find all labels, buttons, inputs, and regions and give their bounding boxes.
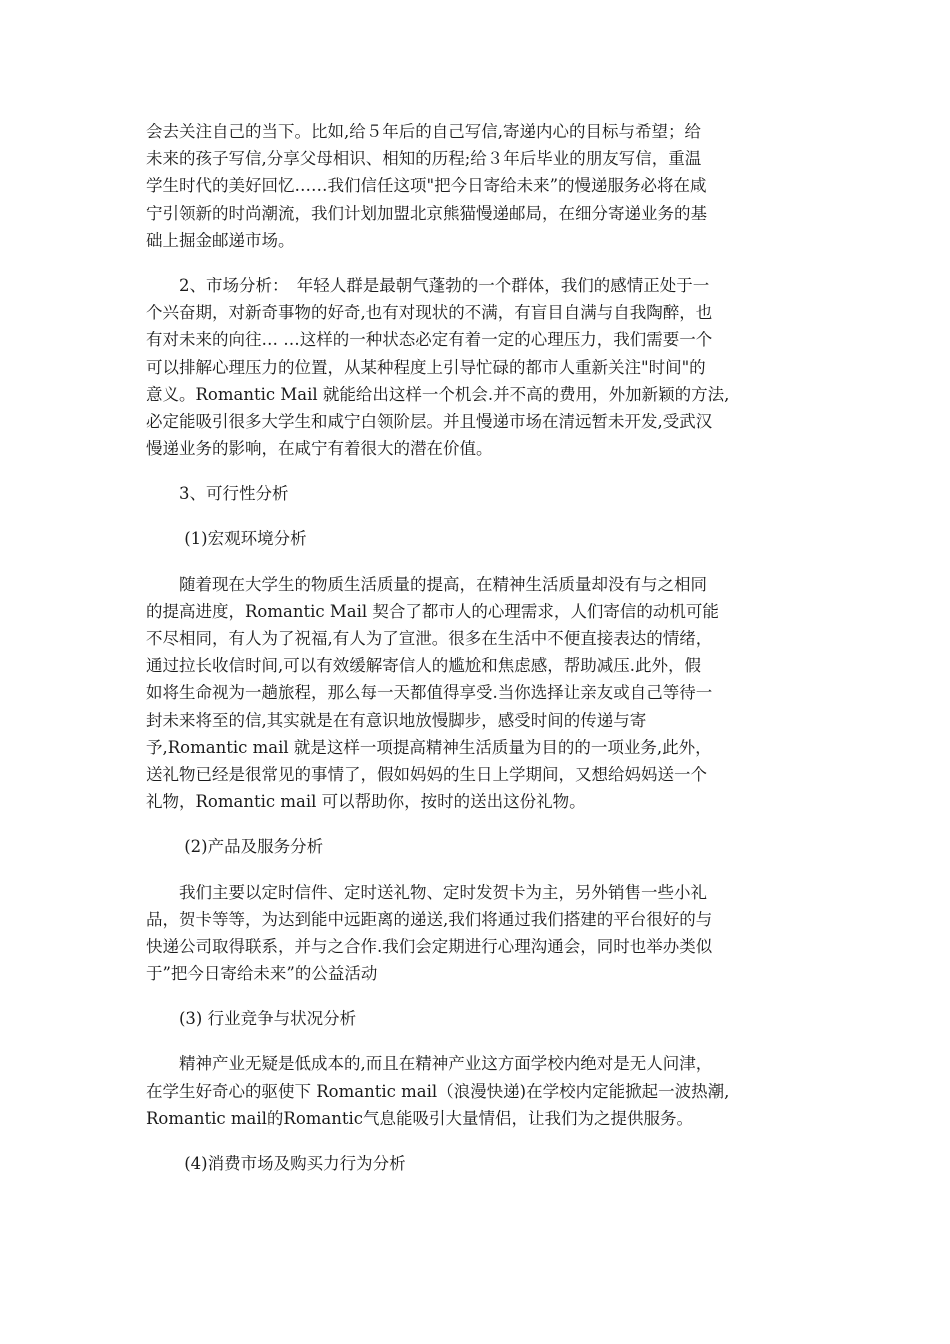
text-line: 个兴奋期，对新奇事物的好奇,也有对现状的不满，有盲目自满与自我陶醉，也: [146, 303, 713, 323]
text-line: 会去关注自己的当下。比如,给５年后的自己写信,寄递内心的目标与希望；给: [146, 122, 701, 141]
text-line: 学生时代的美好回忆……我们信任这项"把今日寄给未来”的慢递服务必将在咸: [146, 176, 707, 196]
text-line: 随着现在大学生的物质生活质量的提高，在精神生活质量却没有与之相同: [146, 574, 707, 594]
text-line: 予,Romantic mail 就是这样一项提高精神生活质量为目的的一项业务,此外，: [146, 737, 712, 757]
paragraph-intro: [146, 118, 810, 254]
paragraph-industry-competition: [146, 1050, 810, 1132]
text-line: 宁引领新的时尚潮流，我们计划加盟北京熊猫慢递邮局，在细分寄递业务的基: [146, 203, 707, 223]
text-line: 未来的孩子写信,分享父母相识、相知的历程;给３年后毕业的朋友写信，重温: [146, 149, 702, 169]
text-line: 送礼物已经是很常见的事情了，假如妈妈的生日上学期间，又想给妈妈送一个: [146, 764, 707, 784]
text-line: 慢递业务的影响，在咸宁有着很大的潜在价值。: [146, 439, 493, 459]
document-body: [146, 118, 810, 1195]
text-line: 意义。Romantic Mail 就能给出这样一个机会.并不高的费用，外加新颖的方法,: [146, 384, 730, 404]
text-line: 如将生命视为一趟旅程，那么每一天都值得享受.当你选择让亲友或自己等待一: [146, 683, 713, 703]
text-line: Romantic mail的Romantic气息能吸引大量情侣，让我们为之提供服务。: [146, 1108, 694, 1128]
section-heading-feasibility: 3、可行性分析: [146, 484, 289, 504]
text-line: 快递公司取得联系，并与之合作.我们会定期进行心理沟通会，同时也举办类似: [146, 936, 713, 956]
text-line: 于”把今日寄给未来”的公益活动: [146, 964, 378, 984]
subheading-industry-competition: (3) 行业竞争与状况分析: [146, 1009, 357, 1029]
text-line: 可以排解心理压力的位置，从某种程度上引导忙碌的都市人重新关注"时间"的: [146, 357, 706, 377]
text-line: 的提高进度，Romantic Mail 契合了都市人的心理需求，人们寄信的动机可能: [146, 601, 719, 621]
subheading-product-service: (2)产品及服务分析: [146, 837, 324, 857]
paragraph-product-service: [146, 879, 810, 988]
text-line: 品，贺卡等等，为达到能中远距离的递送,我们将通过我们搭建的平台很好的与: [146, 909, 713, 929]
subheading-macro-environment: (1)宏观环境分析: [146, 529, 307, 549]
text-line: 2、市场分析： 年轻人群是最朝气蓬勃的一个群体，我们的感情正处于一: [146, 275, 710, 295]
text-line: 精神产业无疑是低成本的,而且在精神产业这方面学校内绝对是无人问津，: [146, 1054, 713, 1074]
text-line: 在学生好奇心的驱使下 Romantic mail（浪漫快递)在学校内定能掀起一波热潮,: [146, 1081, 730, 1101]
paragraph-market-analysis: [146, 272, 810, 462]
text-line: 礼物，Romantic mail 可以帮助你，按时的送出这份礼物。: [146, 792, 586, 812]
text-line: 我们主要以定时信件、定时送礼物、定时发贺卡为主，另外销售一些小礼: [146, 882, 707, 902]
text-line: 必定能吸引很多大学生和咸宁白领阶层。并且慢递市场在清远暂未开发,受武汉: [146, 411, 713, 431]
paragraph-macro-environment: [146, 571, 810, 816]
text-line: 有对未来的向往… …这样的一种状态必定有着一定的心理压力，我们需要一个: [146, 330, 713, 350]
text-line: 通过拉长收信时间,可以有效缓解寄信人的尴尬和焦虑感，帮助减压.此外，假: [146, 656, 701, 676]
text-line: 础上掘金邮递市场。: [146, 230, 295, 250]
text-line: 不尽相同，有人为了祝福,有人为了宣泄。很多在生活中不便直接表达的情绪，: [146, 629, 713, 648]
text-line: 封未来将至的信,其实就是在有意识地放慢脚步，感受时间的传递与寄: [146, 710, 647, 730]
subheading-consumer-market: (4)消费市场及购买力行为分析: [146, 1154, 406, 1173]
